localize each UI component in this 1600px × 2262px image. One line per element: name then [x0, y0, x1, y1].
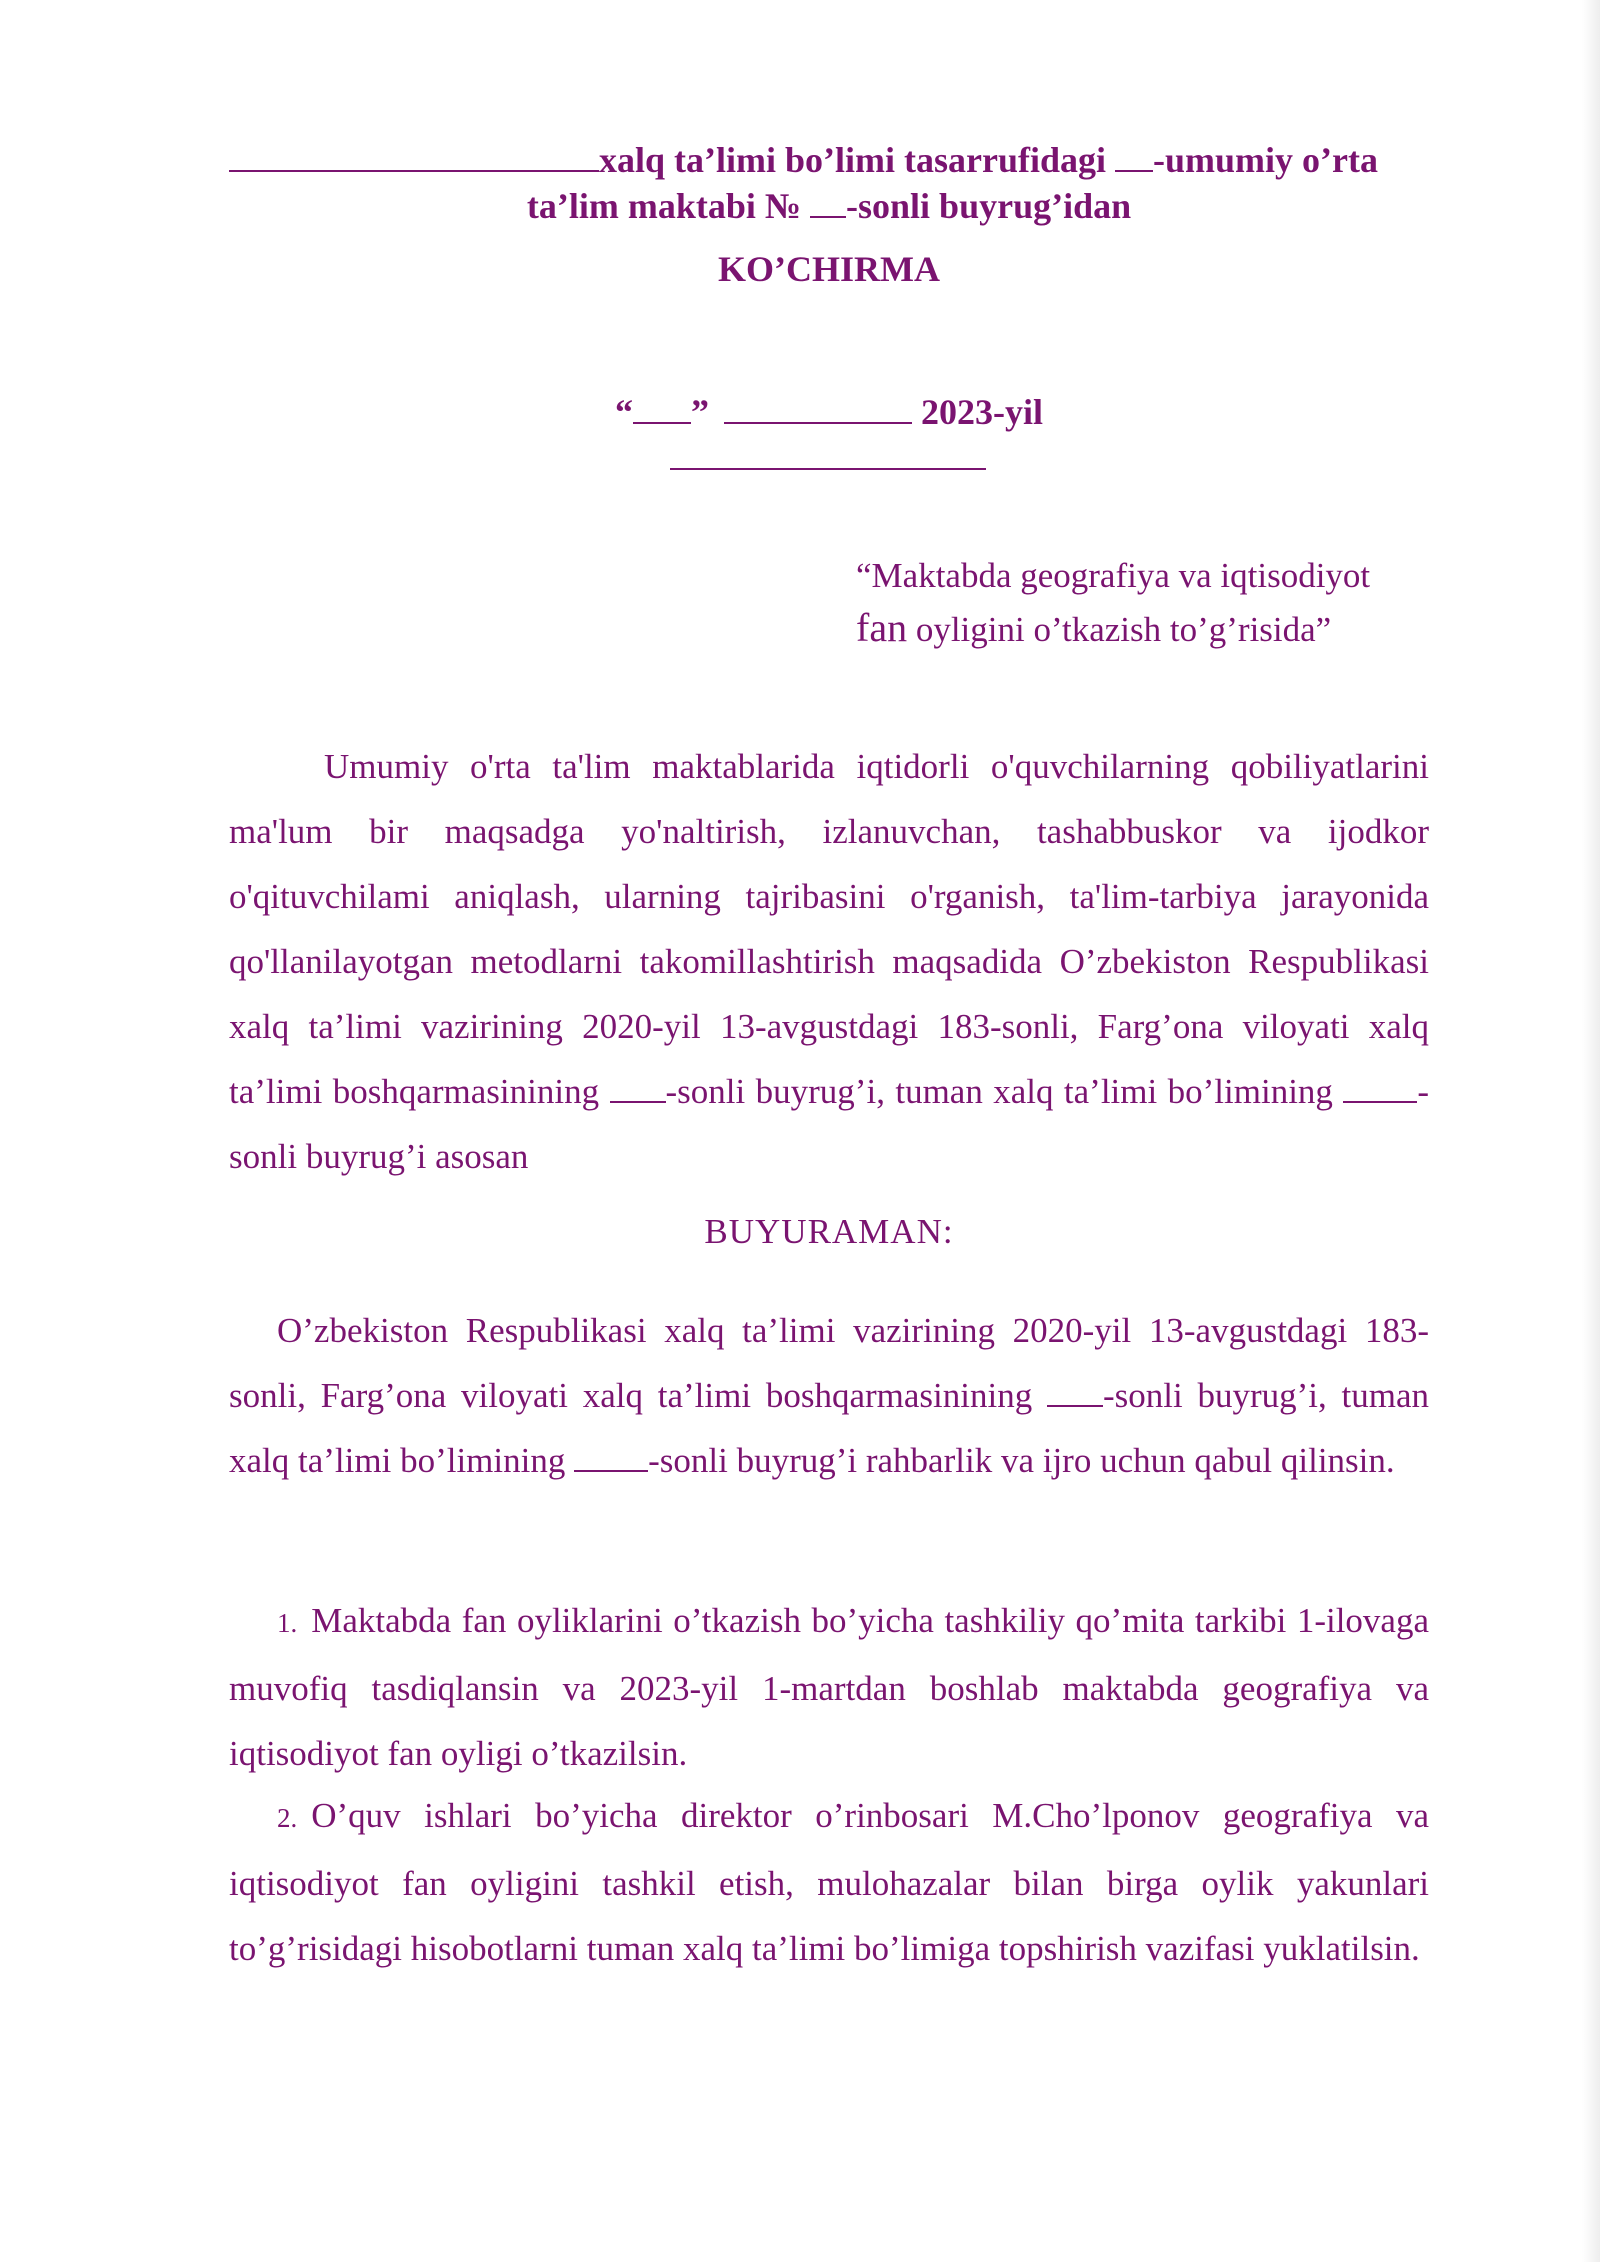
subject-line-1: “Maktabda geografiya va iqtisodiyot [856, 556, 1371, 595]
day-blank [633, 384, 691, 424]
order-subject [856, 550, 1416, 656]
order-number-blank [810, 178, 846, 218]
subject-fan-word: fan [856, 605, 908, 650]
school-name-blank [229, 132, 599, 172]
decree-district-blank [574, 1440, 648, 1472]
header-line-2 [229, 178, 1429, 227]
list-item [229, 1783, 1429, 1981]
decree-heading: BUYURAMAN: [704, 1212, 954, 1251]
preamble-paragraph [229, 734, 1429, 1189]
decree-end: -sonli buyrug’i rahbarlik va ijro uchun qabul qilinsin. [648, 1441, 1395, 1480]
date-year: 2023-yil [921, 391, 1043, 432]
decree-region-blank [1047, 1375, 1103, 1407]
school-number-blank [1115, 132, 1153, 172]
item-number: 2. [277, 1803, 298, 1833]
date-open-quote: “ [615, 391, 633, 432]
district-order-blank [1343, 1071, 1417, 1103]
header-line1-text: xalq ta’limi bo’limi tasarrufidagi [599, 139, 1115, 180]
header-line1-end: -umumiy o’rta [1153, 139, 1378, 180]
item-text: Maktabda fan oyliklarini o’tkazish bo’yicha tashkiliy qo’mita tarkibi 1-ilovaga muvofiq tasdiqlansin va 2023-yil 1-martdan boshlab maktabda geografiya va iqtisodiyot fan oyligi o’tkazilsin. [229, 1601, 1429, 1773]
date-close-quote: ” [691, 391, 709, 432]
place-blank [670, 468, 986, 470]
region-order-blank [610, 1071, 666, 1103]
header-line-1 [229, 132, 1429, 181]
subject-line2-rest: oyligini o’tkazish to’g’risida” [907, 610, 1332, 649]
decree-paragraph [229, 1298, 1429, 1493]
preamble-text: Umumiy o'rta ta'lim maktablarida iqtidorli o'quvchilarning qobiliyatlarini ma'lum bir maqsadga yo'naltirish, izlanuvchan, tashabbuskor va ijodkor o'qituvchilami aniqlash, ularning tajribasini o'rganish, ta'lim-tarbiya jarayonida qo'llanilayotgan metodlarni takomillashtirish maqsadida O’zbekiston Respublikasi xalq ta’limi vazirining 2020-yil 13-avgustdagi 183-sonli, Farg’ona viloyati xalq ta’limi boshqarmasinining [229, 747, 1429, 1111]
decree-text: O’zbekiston Respublikasi xalq ta’limi vazirining 2020-yil 13-avgustdagi 183-sonli, Farg’ona viloyati xalq ta’limi boshqarmasinining [229, 1311, 1429, 1415]
page-edge-shadow [1582, 0, 1600, 2262]
list-item [229, 1588, 1429, 1786]
preamble-end: -sonli buyrug’i asosan [229, 1072, 1429, 1176]
document-title: KO’CHIRMA [718, 249, 940, 289]
subject-line-2 [856, 602, 1416, 656]
preamble-mid: -sonli buyrug’i, tuman xalq ta’limi bo’limining [665, 1072, 1344, 1111]
header-line2-start: ta’lim maktabi № [526, 185, 811, 226]
month-blank [724, 384, 912, 424]
header-line2-end: -sonli buyrug’idan [846, 185, 1132, 226]
item-number: 1. [277, 1608, 298, 1638]
item-text: O’quv ishlari bo’yicha direktor o’rinbosari M.Cho’lponov geografiya va iqtisodiyot fan oyligini tashkil etish, mulohazalar bilan birga oylik yakunlari to’g’risidagi hisobotlarni tuman xalq ta’limi bo’limiga topshirish vazifasi yuklatilsin. [229, 1796, 1429, 1968]
date-line [229, 384, 1429, 433]
decree-mid: -sonli buyrug’i, tuman xalq ta’limi bo’limining [229, 1376, 1429, 1480]
